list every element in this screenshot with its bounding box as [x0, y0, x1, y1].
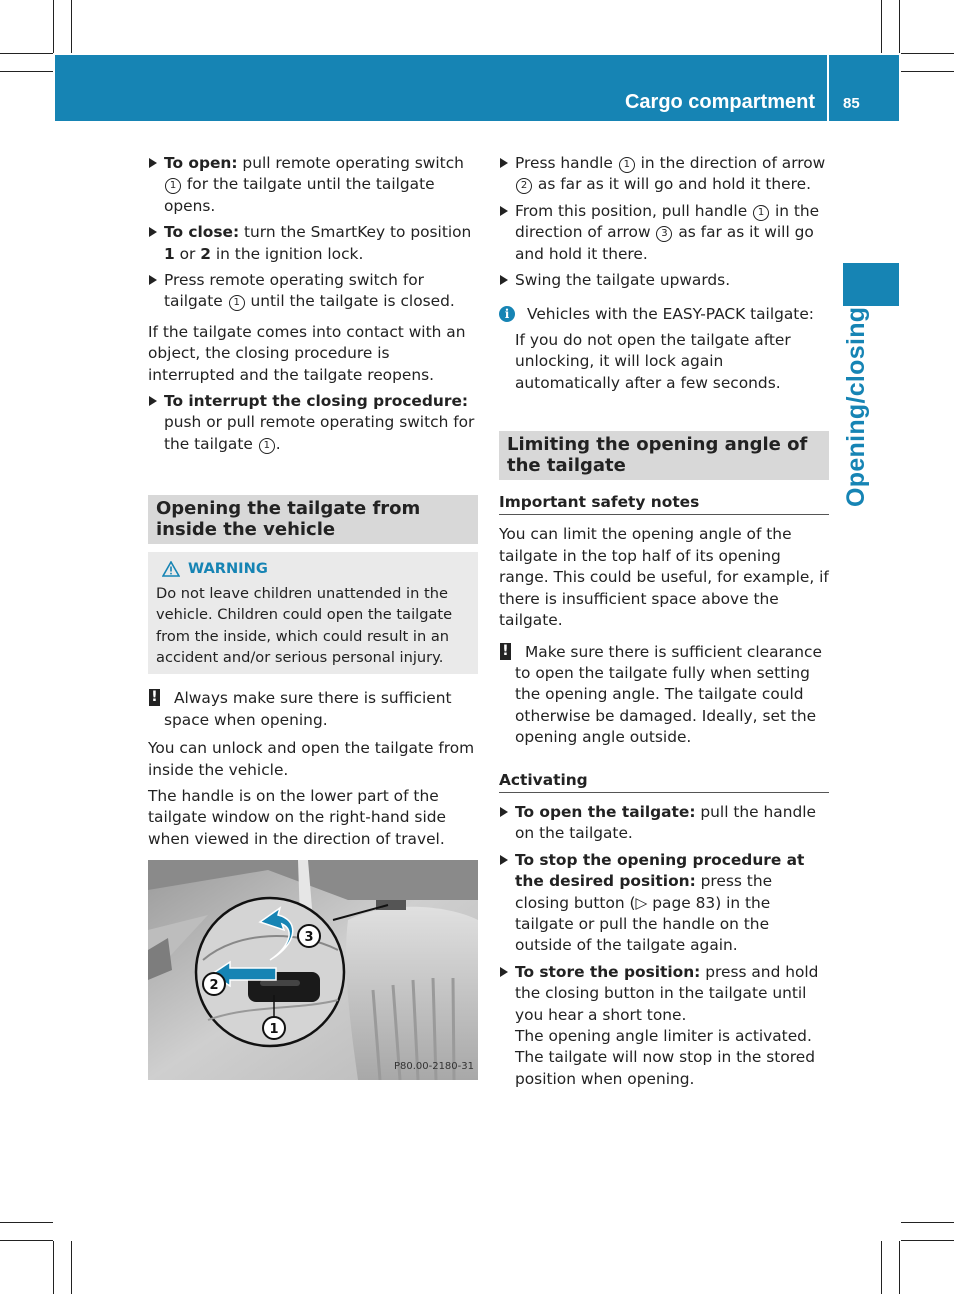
step-text: Swing the tailgate upwards. — [515, 271, 731, 290]
crop-mark — [71, 0, 72, 53]
note-space — [148, 688, 478, 731]
crop-mark — [881, 1241, 882, 1294]
step-label: To interrupt the closing procedure: — [164, 392, 469, 411]
position-number: 2 — [200, 244, 211, 263]
paragraph-handle: The handle is on the lower part of the tailgate window on the right-hand side when viewed in the direction of travel. — [148, 786, 446, 848]
crop-mark — [881, 0, 882, 53]
crop-mark — [0, 1240, 53, 1241]
info-icon: i — [499, 306, 515, 322]
step-text: turn the SmartKey to position — [239, 223, 472, 242]
step-text: for the tailgate until the tailgate opens. — [164, 175, 435, 215]
step-open-tailgate — [499, 802, 829, 845]
step-text: in the direction of arrow — [515, 201, 820, 242]
step-press-switch — [148, 270, 478, 313]
crop-mark — [901, 53, 954, 54]
step-text: ) in the tailgate or pull the handle on the outside of the tailgate again. — [515, 893, 771, 955]
step-text: as far as it will go and hold it there. — [515, 223, 814, 263]
chapter-label: Opening/closing — [842, 306, 870, 507]
header-divider — [827, 55, 829, 121]
right-column — [499, 153, 829, 1095]
exclamation-icon: ! — [500, 643, 511, 660]
crop-mark — [71, 1241, 72, 1294]
step-result: The opening angle limiter is activated. The tailgate will now stop in the stored position when opening. — [515, 1027, 815, 1088]
chapter-tab — [843, 263, 899, 306]
step-interrupt — [148, 391, 478, 455]
section-heading-inside: Opening the tailgate from inside the vehicle — [148, 495, 478, 544]
crop-mark — [0, 71, 53, 72]
page-reference-link[interactable]: ▷ page 83 — [635, 893, 716, 912]
figure-callout-3: 3 — [304, 930, 314, 946]
position-number: 1 — [164, 244, 175, 263]
crop-mark — [901, 1222, 954, 1223]
section-heading-limit: Limiting the opening angle of the tailgate — [499, 431, 829, 480]
step-text: . — [275, 434, 281, 453]
figure-illustration — [148, 860, 478, 1080]
step-text: pull remote operating switch — [237, 154, 464, 172]
figure-code: P80.00-2180-31 — [393, 1060, 474, 1072]
step-text: until the tailgate is closed. — [245, 292, 455, 311]
crop-mark — [0, 53, 53, 54]
callout-number: 2 — [516, 178, 532, 194]
crop-mark — [899, 1241, 900, 1294]
step-text: in the ignition lock. — [210, 244, 364, 263]
paragraph-contact: If the tailgate comes into contact with an object, the closing procedure is interrupted and the tailgate reopens. — [148, 322, 466, 384]
warning-box — [148, 552, 478, 674]
paragraph-unlock: You can unlock and open the tailgate from inside the vehicle. — [148, 739, 475, 779]
crop-mark — [899, 0, 900, 53]
callout-number: 3 — [656, 226, 672, 242]
step-label: To stop the opening procedure at the desired position: — [515, 850, 805, 891]
step-swing — [499, 270, 829, 291]
paragraph-limit: You can limit the opening angle of the tailgate in the top half of its opening range. This could be useful, for example, if there is insufficient space above the tailgate. — [499, 525, 829, 630]
crop-mark — [53, 0, 54, 53]
tailgate-handle-figure — [148, 860, 478, 1080]
step-store — [499, 962, 829, 1090]
crop-mark — [901, 1240, 954, 1241]
callout-number: 1 — [229, 295, 245, 311]
info-note — [499, 304, 829, 394]
step-text: Press handle — [515, 154, 618, 172]
left-column — [148, 153, 478, 1080]
warning-triangle-icon — [162, 561, 180, 577]
subheading-safety: Important safety notes — [499, 492, 829, 515]
step-open — [148, 153, 478, 217]
step-press-handle — [499, 153, 829, 196]
step-text: Press remote operating switch for tailgate — [164, 271, 424, 311]
step-text: press the closing button ( — [515, 872, 773, 912]
section-title: Cargo compartment — [624, 91, 815, 113]
step-label: To close: — [164, 223, 240, 242]
callout-number: 1 — [753, 205, 769, 221]
crop-mark — [901, 71, 954, 72]
step-stop — [499, 850, 829, 957]
figure-callout-1: 1 — [269, 1022, 279, 1038]
step-close — [148, 222, 478, 265]
step-label: To store the position: — [515, 962, 701, 981]
warning-text: Do not leave children unattended in the vehicle. Children could open the tailgate from the inside, which could result in an accident and/or serious personal injury. — [156, 584, 453, 666]
note-text: Always make sure there is sufficient space when opening. — [164, 689, 452, 729]
step-text: From this position, pull handle — [515, 201, 753, 220]
step-text: or — [174, 244, 201, 263]
step-text: as far as it will go and hold it there. — [533, 175, 812, 194]
info-text: If you do not open the tailgate after unlocking, it will lock again automatically after a few seconds. — [515, 330, 791, 392]
page-header — [55, 55, 899, 121]
callout-number: 1 — [259, 438, 275, 454]
step-text: pull the handle on the tailgate. — [515, 802, 816, 843]
step-text: in the direction of arrow — [635, 154, 826, 172]
subheading-activating: Activating — [499, 770, 829, 793]
warning-title — [162, 558, 470, 579]
info-title: Vehicles with the EASY-PACK tailgate: — [527, 305, 814, 324]
step-text: push or pull remote operating switch for the tailgate — [164, 413, 475, 453]
figure-callout-2: 2 — [209, 978, 219, 994]
step-label: To open the tailgate: — [515, 802, 696, 821]
warning-label: WARNING — [188, 560, 268, 578]
crop-mark — [53, 1241, 54, 1294]
note-text: Make sure there is sufficient clearance to open the tailgate fully when setting the opening angle. The tailgate could otherwise be damaged. Ideally, set the opening angle outside. — [515, 642, 822, 747]
exclamation-icon: ! — [149, 689, 160, 706]
step-pull-handle — [499, 201, 829, 265]
note-clearance — [499, 642, 829, 749]
step-text: press and hold the closing button in the tailgate until you hear a short tone. — [515, 962, 819, 1024]
page-number: 85 — [843, 95, 860, 112]
callout-number: 1 — [165, 178, 181, 194]
callout-number: 1 — [619, 157, 635, 173]
crop-mark — [0, 1222, 53, 1223]
step-label: To open: — [164, 154, 238, 172]
